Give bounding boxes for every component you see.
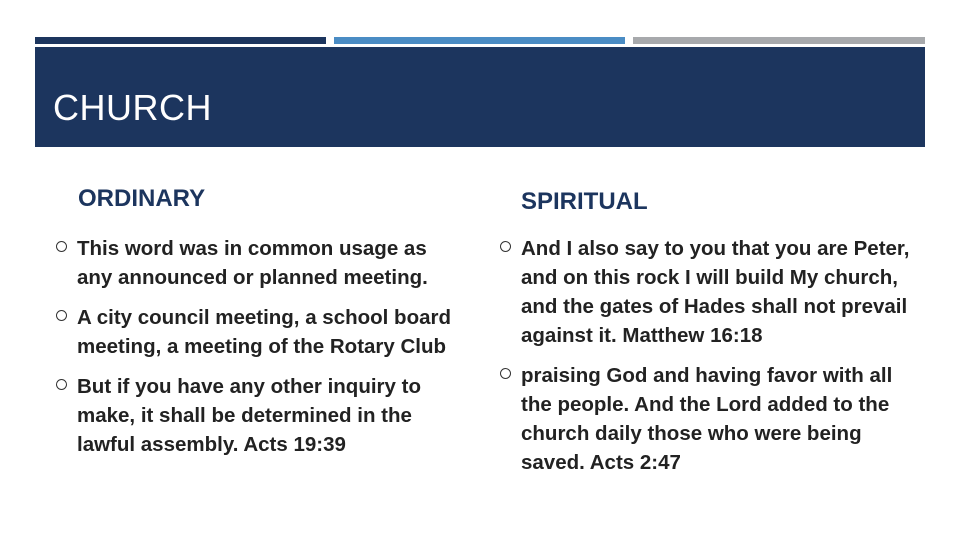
bullet-text: But if you have any other inquiry to make, it shall be determined in the lawful assembly. Acts 19:39 <box>77 375 421 456</box>
accent-bar-navy <box>35 37 326 44</box>
right-column-heading: SPIRITUAL <box>521 188 648 215</box>
left-column-heading: ORDINARY <box>78 185 206 212</box>
right-bullet-list <box>500 234 920 488</box>
bullet-text: A city council meeting, a school board meeting, a meeting of the Rotary Club <box>77 306 452 358</box>
bullet-text: And I also say to you that you are Peter, and on this rock I will build My church, and the gates of Hades shall not prevail against it. Matthew 16:18 <box>521 237 910 347</box>
left-bullet-list <box>56 234 464 470</box>
title-bar <box>35 47 925 147</box>
accent-bar-gray <box>633 37 925 44</box>
bullet-text: praising God and having favor with all the people. And the Lord added to the church daily those who were being saved. Acts 2:47 <box>521 364 893 474</box>
accent-bar-blue <box>334 37 625 44</box>
list-item <box>56 372 464 459</box>
hollow-circle-icon <box>500 368 511 379</box>
slide-title: CHURCH <box>53 87 212 128</box>
hollow-circle-icon <box>56 310 67 321</box>
hollow-circle-icon <box>56 379 67 390</box>
list-item <box>56 303 464 361</box>
bullet-text: This word was in common usage as any announced or planned meeting. <box>77 237 428 289</box>
hollow-circle-icon <box>500 241 511 252</box>
hollow-circle-icon <box>56 241 67 252</box>
list-item <box>500 234 920 350</box>
list-item <box>56 234 464 292</box>
list-item <box>500 361 920 477</box>
